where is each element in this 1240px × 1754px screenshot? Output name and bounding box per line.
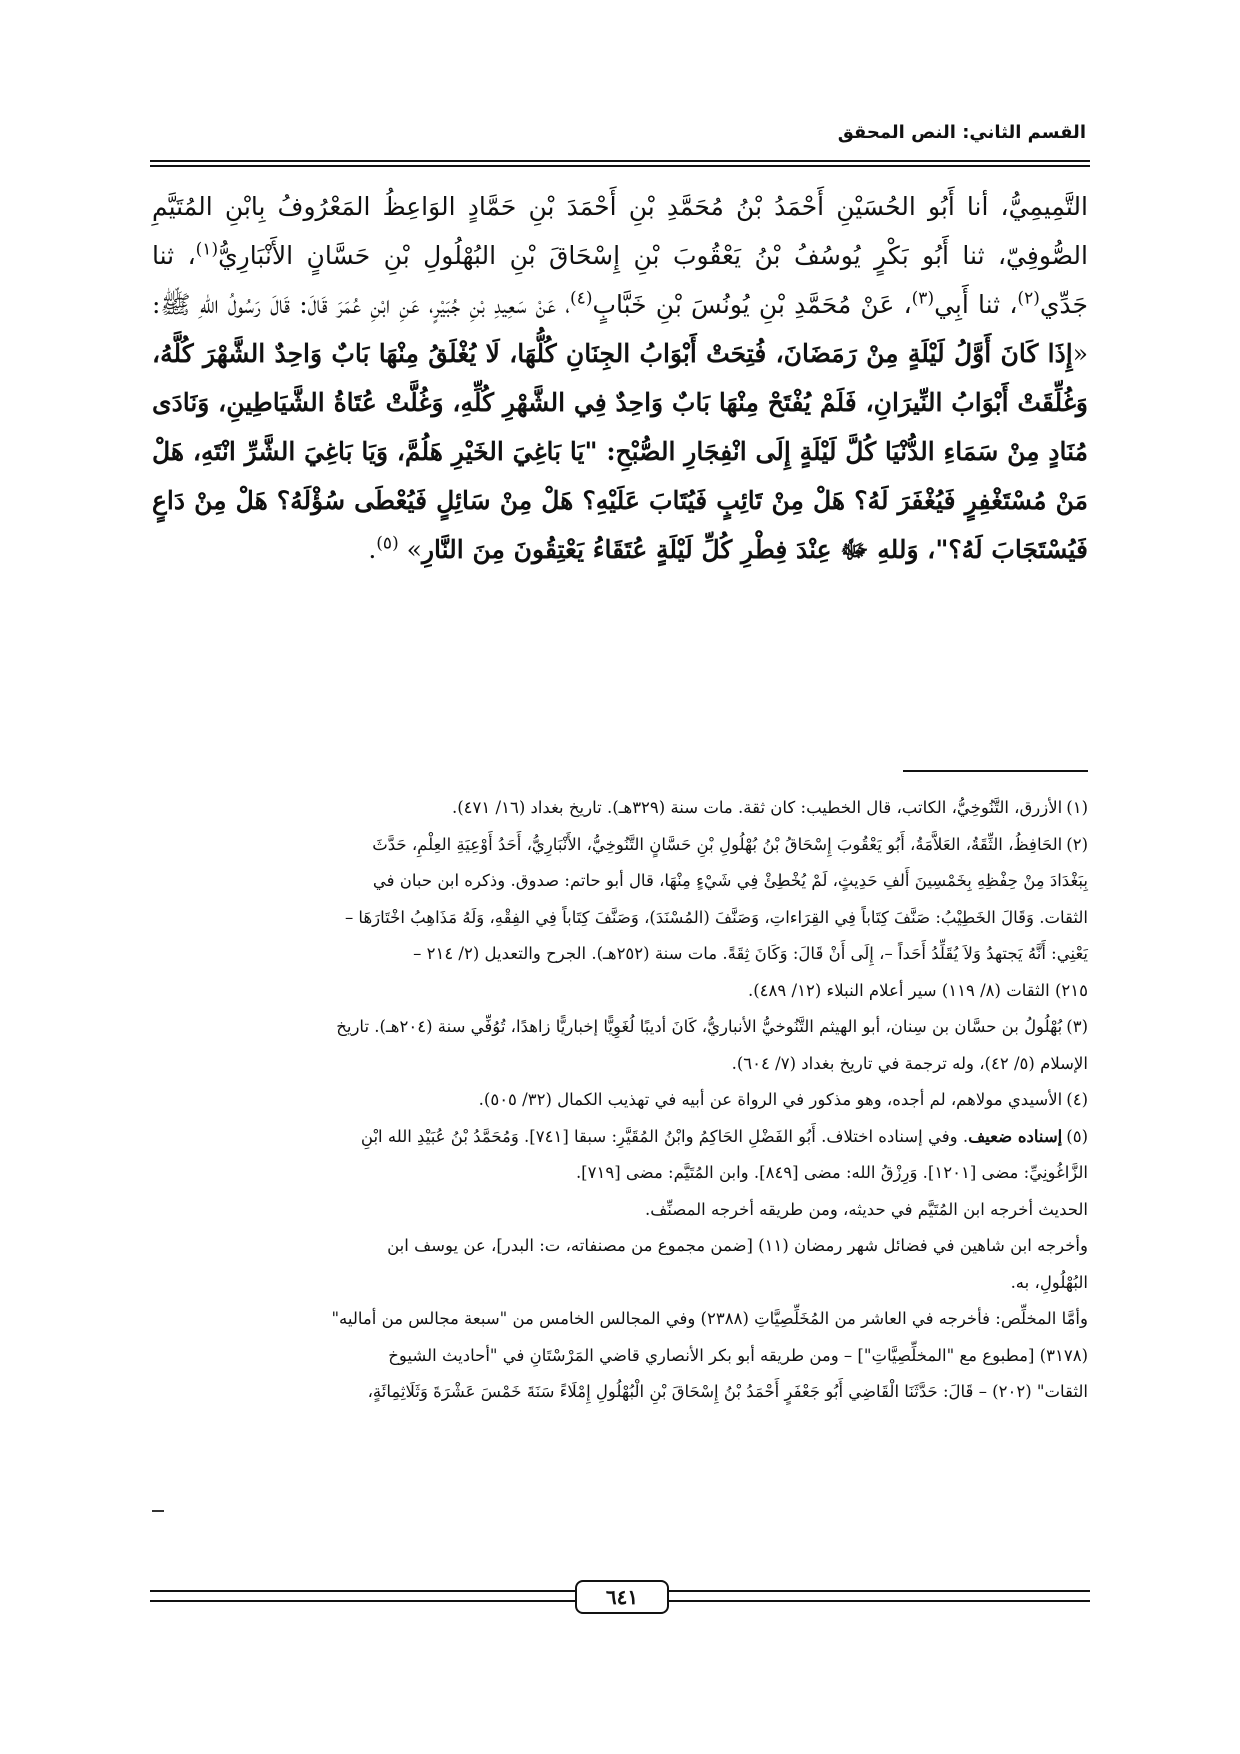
isnad-part-3: ، ثنا أَبِي xyxy=(934,290,1018,319)
footnote-line: ٢١٥) الثقات (٨/ ١١٩) سير أعلام النبلاء (١٢/ ٤٨٩). xyxy=(747,980,1088,1000)
footnote-text: الأزرق، التَّنُوخِيُّ، الكاتب، قال الخطيب: كان ثقة. مات سنة (٣٢٩هـ). تاريخ بغداد (١٦/ ٤٧١). xyxy=(451,798,1063,817)
footnote-line: الحديث أخرجه ابن المُتَيَّم في حديثه، ومن طريقه أخرجه المصنِّف. xyxy=(644,1199,1088,1219)
closing-quote: » xyxy=(406,535,422,564)
footnote-number: (٣) xyxy=(1066,1017,1088,1036)
footnote-line: يَعْنِي: أَنَّهُ يَجتهدُ وَلاَ يُقَلِّدُ أَحَداً –، إِلَى أَنْ قَالَ: وَكَانَ ثِقَةً. مات سنة (٢٥٢هـ). الجرح والتعديل (٢/ ٢١٤ – xyxy=(413,944,1088,963)
footnote-ref-4[interactable]: (٤) xyxy=(570,288,593,309)
footnote-line: البُهْلُولِ، به. xyxy=(1010,1272,1088,1292)
continuation-dash xyxy=(152,1510,164,1512)
footnote-3 xyxy=(152,1009,1088,1082)
footnote-text: الأسيدي مولاهم، لم أجده، وهو مذكور في الرواة عن أبيه في تهذيب الكمال (٣٢/ ٥٠٥). xyxy=(478,1090,1063,1109)
footnote-1 xyxy=(152,790,1088,827)
footnote-line xyxy=(152,827,1088,864)
isnad-part-5: ، عَنْ سَعِيدِ بْنِ جُبَيْرٍ، عَنِ ابْنِ عُمَرَ قَالَ: قَالَ رَسُولُ اللهِ ﷺ: « xyxy=(152,290,1088,368)
footnote-line xyxy=(152,1009,1088,1046)
page-footer xyxy=(150,1580,1090,1614)
footnote-text: الحَافِظُ، الثِّقَةُ، العَلاَّمَةُ، أَبُو يَعْقُوبَ إِسْحَاقُ بْنُ بُهْلُولِ بْنِ حَسَّانٍ التَّنُوخِيُّ، الأَنْبَارِيُّ، أَحَدُ أَوْعِيَةِ العِلْمِ، حَدَّثَ xyxy=(372,834,1063,854)
footnote-text: . وفي إسناده اختلاف. أَبُو الفَضْلِ الحَاكِمُ وابْنُ المُقَيَّرِ: سبقا [٧٤١]. وَمُحَمَّدُ بْنُ عُبَيْدِ الله ابْنِ xyxy=(360,1126,969,1146)
footnote-separator xyxy=(903,770,1088,772)
footnote-2 xyxy=(152,827,1088,1010)
header-rule xyxy=(150,160,1090,167)
footnote-line xyxy=(152,1119,1088,1156)
page-number: ٦٤١ xyxy=(575,1580,669,1614)
footnotes xyxy=(152,790,1088,1411)
footnote-line: الإسلام (٥/ ٤٢)، وله ترجمة في تاريخ بغداد (٧/ ٦٠٤). xyxy=(731,1053,1088,1073)
grading-label: إسناده ضعيف xyxy=(968,1126,1063,1146)
footnote-line: وأخرجه ابن شاهين في فضائل شهر رمضان (١١) [ضمن مجموع من مصنفاته، ت: البدر]، عن يوسف ابن xyxy=(387,1236,1088,1255)
footnote-number: (٢) xyxy=(1066,834,1088,854)
footnote-number: (١) xyxy=(1066,798,1088,817)
footnote-number: (٥) xyxy=(1066,1126,1088,1146)
footnote-text: بُهْلُولُ بن حسَّان بن سِنان، أبو الهيثم التَّنُوخيُّ الأنباريُّ، كَانَ أديبًا لُغَوِيًّا إخباريًّا زاهدًا، تُوُفِّي سنة (٢٠٤هـ). تاريخ xyxy=(336,1017,1063,1036)
isnad-part-1: التَّمِيمِيُّ، أنا أَبُو الحُسَيْنِ أَحْمَدُ بْنُ مُحَمَّدِ بْنِ أَحْمَدَ بْنِ حَمَّادٍ الوَاعِظُ المَعْرُوفُ بِابْنِ المُتَيَّمِ الصُّوفِيّ، ثنا أَبُو بَكْرٍ يُوسُفُ بْنُ يَعْقُوبَ بْنِ إِسْحَاقَ بْنِ البُهْلُولِ بْنِ حَسَّانٍ الأَنْبَارِيُّ xyxy=(152,192,1088,270)
footnote-ref-2[interactable]: (٢) xyxy=(1017,288,1040,309)
footnote-ref-3[interactable]: (٣) xyxy=(911,288,935,309)
footnote-line: بِبَغْدَادَ مِنْ حِفْظِهِ بِخَمْسِينَ أَلفِ حَدِيثٍ، لَمْ يُخْطِئْ فِي شَيْءٍ مِنْهَا، قال أبو حاتم: صدوق. وذكره ابن حبان في xyxy=(372,871,1088,890)
hadith-text: إِذَا كَانَ أَوَّلُ لَيْلَةٍ مِنْ رَمَضَانَ، فُتِحَتْ أَبْوَابُ الجِنَانِ كُلُّهَا، لَا يُغْلَقُ مِنْهَا بَابٌ وَاحِدٌ الشَّهْرَ كُلَّهُ، وَغُلِّقَتْ أَبْوَابُ النِّيرَانِ، فَلَمْ يُفْتَحْ مِنْهَا بَابٌ وَاحِدٌ فِي الشَّهْرِ كُلِّهِ، وَغُلَّتْ عُتَاةُ الشَّيَاطِينِ، وَنَادَى مُنَادٍ مِنْ سَمَاءِ الدُّنْيَا كُلَّ لَيْلَةٍ إِلَى انْفِجَارِ الصُّبْحِ: "يَا بَاغِيَ الخَيْرِ هَلُمَّ، وَيَا بَاغِيَ الشَّرِّ انْتَهِ، هَلْ مَنْ مُسْتَغْفِرٍ فَيُغْفَرَ لَهُ؟ هَلْ مِنْ تَائِبٍ فَيُتَابَ عَلَيْهِ؟ هَلْ مِنْ سَائِلٍ فَيُعْطَى سُؤْلَهُ؟ هَلْ مِنْ دَاعٍ فَيُسْتَجَابَ لَهُ؟"، وَللهِ ﷻ عِنْدَ فِطْرِ كُلِّ لَيْلَةٍ عُتَقَاءُ يَعْتِقُونَ مِنَ النَّارِ xyxy=(152,339,1088,564)
footnote-line: الثقات" (٢٠٢) – قَالَ: حَدَّثَنَا الْقَاضِي أَبُو جَعْفَرٍ أَحْمَدُ بْنُ إِسْحَاقَ بْنِ الْبُهْلُولِ إِمْلَاءً سَنَةَ خَمْسَ عَشْرَةَ وَثَلَاثِمِائَةٍ، xyxy=(367,1382,1088,1401)
isnad-part-4: ، عَنْ مُحَمَّدِ بْنِ يُونُسَ بْنِ خَبَّابٍ xyxy=(592,290,912,319)
footnote-5 xyxy=(152,1119,1088,1411)
isnad-part-2: ، ثنا جَدِّي xyxy=(152,241,1088,319)
footnote-line: الثقات. وَقَالَ الخَطِيْبُ: صَنَّفَ كِتَاباً فِي القِرَاءاتِ، وَصَنَّفَ (المُسْنَدَ)، وَصَنَّفَ كِتَاباً فِي الفِقْهِ، وَلَهُ مَذَاهِبُ اخْتَارَهَا – xyxy=(344,907,1088,927)
footnote-line: (٣١٧٨) [مطبوع مع "المخلِّصِيَّاتِ"] – ومن طريقه أبو بكر الأنصاري قاضي المَرْسْتَانِ في "أحاديث الشيوخ xyxy=(388,1345,1088,1365)
running-header: القسم الثاني: النص المحقق xyxy=(837,122,1086,143)
footnote-ref-1[interactable]: (١) xyxy=(195,239,219,260)
footnote-number: (٤) xyxy=(1066,1090,1088,1109)
footnote-ref-5[interactable]: (٥) xyxy=(376,533,399,554)
footnote-line: وأمَّا المخلِّص: فأخرجه في العاشر من المُخَلِّصِيَّاتِ (٢٣٨٨) وفي المجالس الخامس من "سبعة مجالس من أماليه" xyxy=(331,1309,1088,1328)
footnote-4 xyxy=(152,1082,1088,1119)
main-text xyxy=(152,182,1088,574)
closing-period: . xyxy=(368,535,377,564)
footnote-line: الزَّاغُونِيِّ: مضى [١٢٠١]. وَرِزْقُ الله: مضى [٨٤٩]. وابن المُتَيَّم: مضى [٧١٩]. xyxy=(575,1163,1088,1182)
